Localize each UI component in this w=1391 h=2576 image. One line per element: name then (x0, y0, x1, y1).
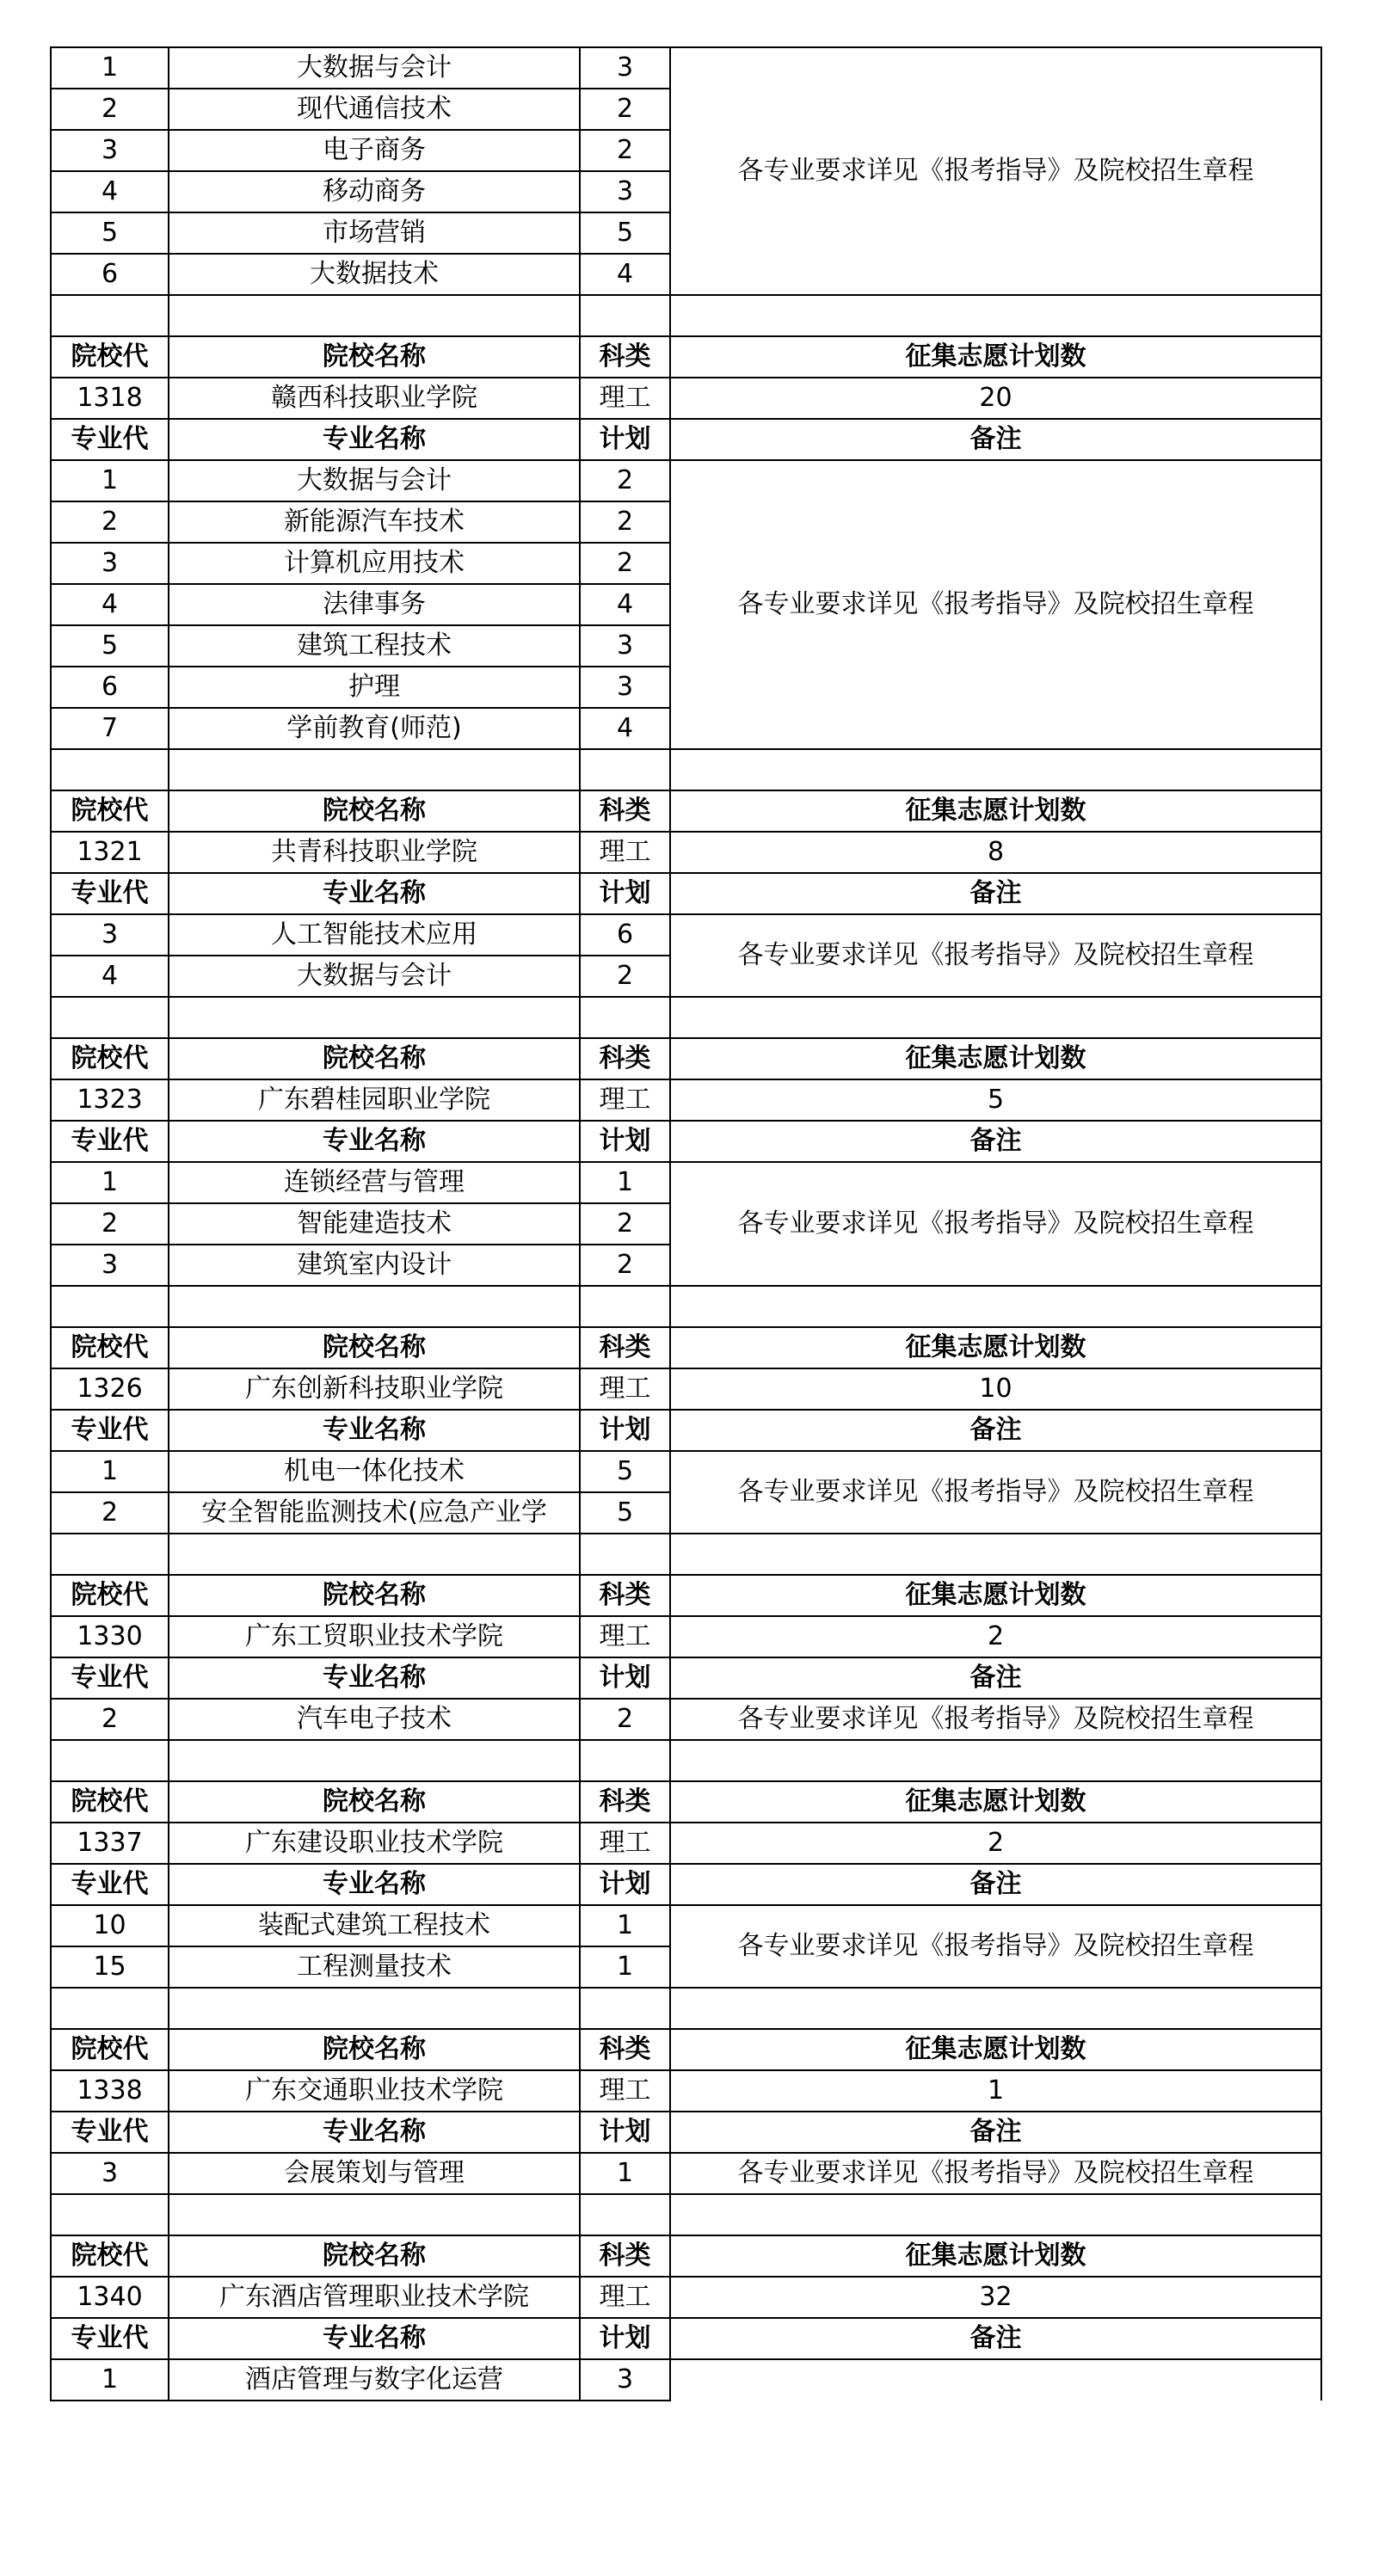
major-name-header: 专业名称 (169, 1657, 580, 1699)
major-name-cell: 智能建造技术 (169, 1203, 580, 1245)
plan-header: 计划 (580, 873, 670, 914)
empty-cell (670, 1988, 1321, 2029)
school-code-cell: 1323 (51, 1079, 169, 1121)
major-plan-cell: 4 (580, 708, 670, 749)
remark-header: 备注 (670, 1864, 1321, 1905)
plan-header: 计划 (580, 1864, 670, 1905)
school-header-row (51, 2235, 1321, 2277)
major-row (51, 914, 1321, 956)
major-name-cell: 市场营销 (169, 212, 580, 254)
category-header: 科类 (580, 1327, 670, 1368)
category-header: 科类 (580, 1575, 670, 1616)
remark-header: 备注 (670, 419, 1321, 460)
major-plan-cell: 3 (580, 667, 670, 708)
plan-total-header: 征集志愿计划数 (670, 1038, 1321, 1079)
school-row (51, 2070, 1321, 2112)
category-header: 科类 (580, 1038, 670, 1079)
plan-header: 计划 (580, 2112, 670, 2153)
remark-header: 备注 (670, 2318, 1321, 2359)
empty-cell (580, 1286, 670, 1327)
spacer-row (51, 1286, 1321, 1327)
empty-cell (670, 749, 1321, 790)
spacer-row (51, 1534, 1321, 1575)
remark-cell: 各专业要求详见《报考指导》及院校招生章程 (670, 1905, 1321, 1988)
school-name-cell: 广东酒店管理职业技术学院 (169, 2277, 580, 2318)
school-code-header: 院校代 (51, 1575, 169, 1616)
school-row (51, 378, 1321, 419)
major-name-cell: 现代通信技术 (169, 89, 580, 130)
spacer-row (51, 749, 1321, 790)
spacer-row (51, 2194, 1321, 2235)
school-name-header: 院校名称 (169, 790, 580, 832)
school-name-cell: 广东交通职业技术学院 (169, 2070, 580, 2112)
empty-cell (670, 1286, 1321, 1327)
major-code-cell: 1 (51, 1451, 169, 1492)
major-header-row (51, 1864, 1321, 1905)
school-row (51, 1368, 1321, 1410)
school-row (51, 1079, 1321, 1121)
plan-total-header: 征集志愿计划数 (670, 1781, 1321, 1823)
admission-plan-table (50, 46, 1322, 2401)
remark-cell: 各专业要求详见《报考指导》及院校招生章程 (670, 1162, 1321, 1286)
school-name-header: 院校名称 (169, 1575, 580, 1616)
empty-cell (580, 295, 670, 336)
major-code-cell: 7 (51, 708, 169, 749)
school-row (51, 1823, 1321, 1864)
empty-cell (51, 1286, 169, 1327)
major-name-cell: 汽车电子技术 (169, 1699, 580, 1740)
school-header-row (51, 790, 1321, 832)
major-code-cell: 6 (51, 667, 169, 708)
major-header-row (51, 873, 1321, 914)
category-cell: 理工 (580, 832, 670, 873)
school-code-cell: 1326 (51, 1368, 169, 1410)
major-name-cell: 护理 (169, 667, 580, 708)
empty-cell (51, 1740, 169, 1781)
plan-total-cell: 8 (670, 832, 1321, 873)
empty-cell (51, 295, 169, 336)
school-row (51, 2277, 1321, 2318)
major-name-cell: 大数据技术 (169, 254, 580, 295)
empty-cell (670, 295, 1321, 336)
major-name-cell: 计算机应用技术 (169, 543, 580, 584)
plan-header: 计划 (580, 1121, 670, 1162)
school-header-row (51, 1038, 1321, 1079)
major-header-row (51, 1121, 1321, 1162)
spacer-row (51, 1740, 1321, 1781)
school-code-header: 院校代 (51, 336, 169, 378)
major-name-header: 专业名称 (169, 2318, 580, 2359)
major-code-header: 专业代 (51, 2112, 169, 2153)
major-row (51, 1162, 1321, 1203)
major-name-header: 专业名称 (169, 2112, 580, 2153)
school-name-header: 院校名称 (169, 2235, 580, 2277)
empty-cell (580, 997, 670, 1038)
major-name-header: 专业名称 (169, 873, 580, 914)
plan-header: 计划 (580, 1410, 670, 1451)
major-plan-cell: 2 (580, 1203, 670, 1245)
major-plan-cell: 5 (580, 1492, 670, 1534)
major-name-cell: 法律事务 (169, 584, 580, 625)
category-cell: 理工 (580, 2070, 670, 2112)
school-name-header: 院校名称 (169, 2029, 580, 2070)
major-name-cell: 学前教育(师范) (169, 708, 580, 749)
major-code-header: 专业代 (51, 1121, 169, 1162)
category-cell: 理工 (580, 378, 670, 419)
category-header: 科类 (580, 1781, 670, 1823)
major-code-cell: 10 (51, 1905, 169, 1946)
major-code-cell: 3 (51, 130, 169, 171)
major-plan-cell: 3 (580, 171, 670, 212)
school-code-cell: 1338 (51, 2070, 169, 2112)
major-plan-cell: 4 (580, 584, 670, 625)
major-row (51, 2359, 1321, 2401)
school-code-header: 院校代 (51, 1781, 169, 1823)
major-row (51, 2153, 1321, 2194)
major-plan-cell: 3 (580, 47, 670, 89)
major-code-cell: 2 (51, 1492, 169, 1534)
major-plan-cell: 2 (580, 89, 670, 130)
empty-cell (169, 1740, 580, 1781)
category-header: 科类 (580, 2235, 670, 2277)
school-name-header: 院校名称 (169, 1781, 580, 1823)
school-header-row (51, 2029, 1321, 2070)
major-name-cell: 大数据与会计 (169, 460, 580, 501)
major-code-cell: 2 (51, 1203, 169, 1245)
school-name-cell: 广东碧桂园职业学院 (169, 1079, 580, 1121)
major-name-header: 专业名称 (169, 419, 580, 460)
empty-cell (670, 997, 1321, 1038)
remark-cell: 各专业要求详见《报考指导》及院校招生章程 (670, 914, 1321, 997)
spacer-row (51, 295, 1321, 336)
empty-cell (169, 2194, 580, 2235)
plan-total-cell: 2 (670, 1823, 1321, 1864)
major-code-header: 专业代 (51, 1410, 169, 1451)
major-name-cell: 人工智能技术应用 (169, 914, 580, 956)
major-row (51, 47, 1321, 89)
empty-cell (169, 997, 580, 1038)
major-name-header: 专业名称 (169, 1121, 580, 1162)
major-header-row (51, 2318, 1321, 2359)
school-row (51, 1616, 1321, 1657)
major-row (51, 460, 1321, 501)
category-header: 科类 (580, 790, 670, 832)
major-code-cell: 1 (51, 47, 169, 89)
plan-header: 计划 (580, 2318, 670, 2359)
major-plan-cell: 1 (580, 1946, 670, 1988)
remark-cell: 各专业要求详见《报考指导》及院校招生章程 (670, 47, 1321, 295)
remark-header: 备注 (670, 1410, 1321, 1451)
empty-cell (580, 1534, 670, 1575)
school-name-cell: 广东创新科技职业学院 (169, 1368, 580, 1410)
remark-cell: 各专业要求详见《报考指导》及院校招生章程 (670, 1451, 1321, 1534)
major-code-cell: 2 (51, 501, 169, 543)
school-code-cell: 1337 (51, 1823, 169, 1864)
major-code-header: 专业代 (51, 1864, 169, 1905)
empty-cell (169, 1286, 580, 1327)
school-name-cell: 共青科技职业学院 (169, 832, 580, 873)
major-plan-cell: 5 (580, 1451, 670, 1492)
school-name-header: 院校名称 (169, 1038, 580, 1079)
major-name-cell: 机电一体化技术 (169, 1451, 580, 1492)
plan-header: 计划 (580, 1657, 670, 1699)
major-name-header: 专业名称 (169, 1410, 580, 1451)
major-code-cell: 5 (51, 625, 169, 667)
major-name-cell: 建筑工程技术 (169, 625, 580, 667)
plan-total-cell: 10 (670, 1368, 1321, 1410)
plan-total-header: 征集志愿计划数 (670, 2029, 1321, 2070)
empty-cell (169, 1534, 580, 1575)
empty-cell (169, 1988, 580, 2029)
empty-cell (670, 1534, 1321, 1575)
empty-cell (169, 295, 580, 336)
major-header-row (51, 419, 1321, 460)
major-code-cell: 6 (51, 254, 169, 295)
major-name-cell: 新能源汽车技术 (169, 501, 580, 543)
remark-cell: 各专业要求详见《报考指导》及院校招生章程 (670, 2153, 1321, 2194)
remark-header: 备注 (670, 2112, 1321, 2153)
major-code-cell: 4 (51, 956, 169, 997)
major-plan-cell: 2 (580, 1245, 670, 1286)
major-row (51, 1905, 1321, 1946)
category-header: 科类 (580, 336, 670, 378)
major-header-row (51, 1410, 1321, 1451)
remark-cell: 各专业要求详见《报考指导》及院校招生章程 (670, 460, 1321, 749)
school-code-header: 院校代 (51, 2029, 169, 2070)
category-cell: 理工 (580, 1079, 670, 1121)
major-plan-cell: 2 (580, 501, 670, 543)
major-plan-cell: 1 (580, 2153, 670, 2194)
school-header-row (51, 336, 1321, 378)
major-plan-cell: 1 (580, 1905, 670, 1946)
empty-cell (51, 997, 169, 1038)
major-plan-cell: 2 (580, 956, 670, 997)
major-name-cell: 装配式建筑工程技术 (169, 1905, 580, 1946)
plan-header: 计划 (580, 419, 670, 460)
school-name-cell: 广东工贸职业技术学院 (169, 1616, 580, 1657)
school-code-header: 院校代 (51, 1038, 169, 1079)
school-code-header: 院校代 (51, 2235, 169, 2277)
school-name-cell: 赣西科技职业学院 (169, 378, 580, 419)
major-name-cell: 大数据与会计 (169, 47, 580, 89)
major-code-header: 专业代 (51, 2318, 169, 2359)
major-plan-cell: 2 (580, 130, 670, 171)
remark-header: 备注 (670, 1657, 1321, 1699)
empty-cell (580, 749, 670, 790)
major-plan-cell: 2 (580, 1699, 670, 1740)
school-code-cell: 1330 (51, 1616, 169, 1657)
major-name-cell: 移动商务 (169, 171, 580, 212)
spacer-row (51, 997, 1321, 1038)
empty-cell (51, 1988, 169, 2029)
major-plan-cell: 2 (580, 460, 670, 501)
empty-cell (51, 749, 169, 790)
plan-total-cell: 5 (670, 1079, 1321, 1121)
major-name-cell: 电子商务 (169, 130, 580, 171)
major-plan-cell: 3 (580, 625, 670, 667)
major-code-cell: 3 (51, 914, 169, 956)
school-code-header: 院校代 (51, 1327, 169, 1368)
remark-header: 备注 (670, 1121, 1321, 1162)
major-header-row (51, 2112, 1321, 2153)
major-plan-cell: 4 (580, 254, 670, 295)
major-name-cell: 酒店管理与数字化运营 (169, 2359, 580, 2401)
plan-total-cell: 1 (670, 2070, 1321, 2112)
major-plan-cell: 1 (580, 1162, 670, 1203)
category-cell: 理工 (580, 1616, 670, 1657)
school-row (51, 832, 1321, 873)
empty-cell (580, 2194, 670, 2235)
plan-total-cell: 20 (670, 378, 1321, 419)
major-plan-cell: 3 (580, 2359, 670, 2401)
major-row (51, 1699, 1321, 1740)
plan-total-header: 征集志愿计划数 (670, 790, 1321, 832)
major-name-header: 专业名称 (169, 1864, 580, 1905)
school-name-header: 院校名称 (169, 1327, 580, 1368)
school-name-header: 院校名称 (169, 336, 580, 378)
plan-total-cell: 32 (670, 2277, 1321, 2318)
major-code-header: 专业代 (51, 1657, 169, 1699)
school-header-row (51, 1575, 1321, 1616)
major-row (51, 1451, 1321, 1492)
major-code-cell: 1 (51, 460, 169, 501)
plan-total-cell: 2 (670, 1616, 1321, 1657)
plan-total-header: 征集志愿计划数 (670, 2235, 1321, 2277)
remark-header: 备注 (670, 873, 1321, 914)
empty-cell (670, 2194, 1321, 2235)
major-code-header: 专业代 (51, 419, 169, 460)
remark-cell-cut-off (670, 2359, 1321, 2401)
major-code-cell: 1 (51, 1162, 169, 1203)
school-header-row (51, 1781, 1321, 1823)
major-name-cell: 大数据与会计 (169, 956, 580, 997)
major-name-cell: 连锁经营与管理 (169, 1162, 580, 1203)
major-name-cell: 安全智能监测技术(应急产业学 (169, 1492, 580, 1534)
remark-cell: 各专业要求详见《报考指导》及院校招生章程 (670, 1699, 1321, 1740)
major-code-cell: 1 (51, 2359, 169, 2401)
school-code-header: 院校代 (51, 790, 169, 832)
major-code-cell: 4 (51, 584, 169, 625)
school-name-cell: 广东建设职业技术学院 (169, 1823, 580, 1864)
major-code-cell: 2 (51, 89, 169, 130)
major-name-cell: 会展策划与管理 (169, 2153, 580, 2194)
spacer-row (51, 1988, 1321, 2029)
major-plan-cell: 2 (580, 543, 670, 584)
major-plan-cell: 5 (580, 212, 670, 254)
major-name-cell: 建筑室内设计 (169, 1245, 580, 1286)
empty-cell (670, 1740, 1321, 1781)
plan-total-header: 征集志愿计划数 (670, 1575, 1321, 1616)
empty-cell (580, 1988, 670, 2029)
empty-cell (51, 2194, 169, 2235)
major-plan-cell: 6 (580, 914, 670, 956)
school-code-cell: 1340 (51, 2277, 169, 2318)
empty-cell (169, 749, 580, 790)
major-name-cell: 工程测量技术 (169, 1946, 580, 1988)
major-code-header: 专业代 (51, 873, 169, 914)
school-code-cell: 1321 (51, 832, 169, 873)
plan-total-header: 征集志愿计划数 (670, 336, 1321, 378)
major-code-cell: 4 (51, 171, 169, 212)
major-code-cell: 5 (51, 212, 169, 254)
school-code-cell: 1318 (51, 378, 169, 419)
category-header: 科类 (580, 2029, 670, 2070)
category-cell: 理工 (580, 1823, 670, 1864)
major-code-cell: 15 (51, 1946, 169, 1988)
major-code-cell: 2 (51, 1699, 169, 1740)
empty-cell (580, 1740, 670, 1781)
category-cell: 理工 (580, 2277, 670, 2318)
major-code-cell: 3 (51, 543, 169, 584)
empty-cell (51, 1534, 169, 1575)
major-code-cell: 3 (51, 1245, 169, 1286)
major-header-row (51, 1657, 1321, 1699)
school-header-row (51, 1327, 1321, 1368)
major-code-cell: 3 (51, 2153, 169, 2194)
category-cell: 理工 (580, 1368, 670, 1410)
plan-total-header: 征集志愿计划数 (670, 1327, 1321, 1368)
